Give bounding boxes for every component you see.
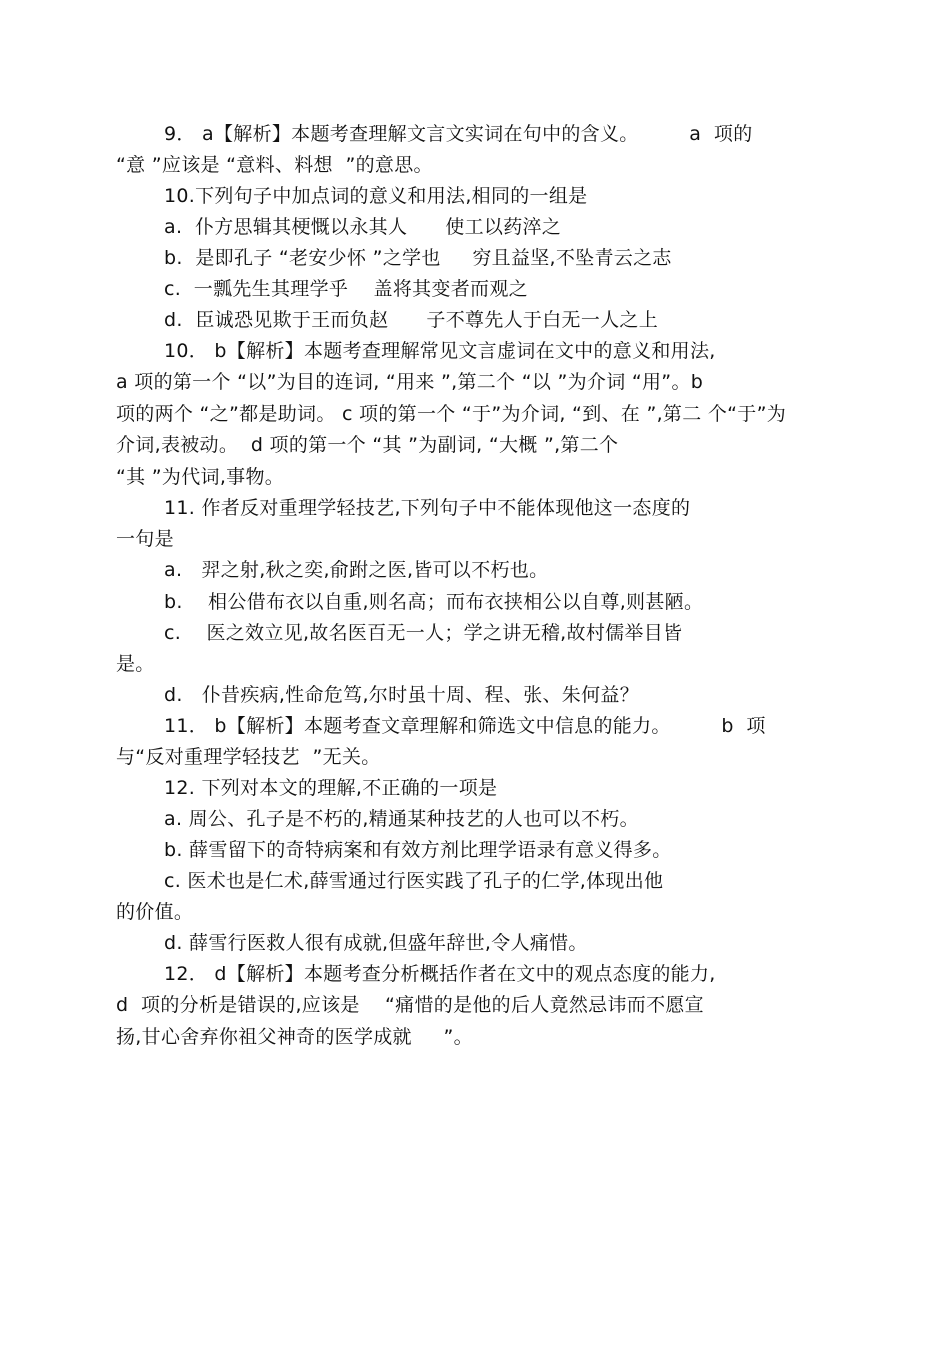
question-12-option-c: c. 医术也是仁术,薛雪通过行医实践了孔子的仁学,体现出他 — [164, 870, 664, 892]
question-11-stem-1: 11. 作者反对重理学轻技艺,下列句子中不能体现他这一态度的 — [164, 497, 691, 519]
answer-10-line-3: 项的两个 “之”都是助词。 c 项的第一个 “于”为介词, “到、在 ”,第二 个“于”为 — [116, 403, 787, 425]
answer-10-line-4: 介词,表被动。 d 项的第一个 “其 ”为副词, “大概 ”,第二个 — [116, 434, 619, 456]
question-12-stem: 12. 下列对本文的理解,不正确的一项是 — [164, 777, 498, 799]
answer-9-line-1: 9． a【解析】本题考查理解文言文实词在句中的含义。 a 项的 — [164, 123, 753, 145]
answer-12-line-2: d 项的分析是错误的,应该是 “痛惜的是他的后人竟然忌讳而不愿宣 — [116, 994, 704, 1016]
question-11-option-c: c. 医之效立见,故名医百无一人；学之讲无稽,故村儒举目皆 — [164, 622, 683, 644]
question-12-option-c-cont: 的价值。 — [116, 901, 194, 923]
answer-9-line-2: “意 ”应该是 “意料、料想 ”的意思。 — [116, 154, 433, 176]
answer-12-line-3: 扬,甘心舍弃你祖父神奇的医学成就 ”。 — [116, 1026, 473, 1048]
question-11-option-c-cont: 是。 — [116, 653, 155, 675]
question-10-option-d: d. 臣诚恐见欺于王而负赵 子不尊先人于白无一人之上 — [164, 309, 659, 331]
answer-10-line-2: a 项的第一个 “以”为目的连词, “用来 ”,第二个 “以 ”为介词 “用”。b — [116, 371, 704, 393]
question-10-option-b: b. 是即孔子 “老安少怀 ”之学也 穷且益坚,不坠青云之志 — [164, 247, 672, 269]
question-10-option-a: a. 仆方思辑其梗慨以永其人 使工以药淬之 — [164, 216, 562, 238]
question-10-option-c: c. 一瓢先生其理学乎 盖将其变者而观之 — [164, 278, 528, 300]
question-11-stem-2: 一句是 — [116, 528, 174, 550]
answer-10-line-5: “其 ”为代词,事物。 — [116, 466, 285, 488]
question-12-option-b: b. 薛雪留下的奇特病案和有效方剂比理学语录有意义得多。 — [164, 839, 672, 861]
question-11-option-a: a. 羿之射,秋之奕,俞跗之医,皆可以不朽也。 — [164, 559, 549, 581]
question-11-option-d: d. 仆昔疾病,性命危笃,尔时虽十周、程、张、朱何益？ — [164, 684, 639, 706]
answer-10-line-1: 10． b【解析】本题考查理解常见文言虚词在文中的意义和用法, — [164, 340, 716, 362]
question-11-option-b: b. 相公借布衣以自重,则名高；而布衣挟相公以自尊,则甚陋。 — [164, 591, 704, 613]
question-12-option-d: d. 薛雪行医救人很有成就,但盛年辞世,令人痛惜。 — [164, 932, 588, 954]
answer-12-line-1: 12． d【解析】本题考查分析概括作者在文中的观点态度的能力, — [164, 963, 716, 985]
question-12-option-a: a. 周公、孔子是不朽的,精通某种技艺的人也可以不朽。 — [164, 808, 639, 830]
question-10-stem: 10.下列句子中加点词的意义和用法,相同的一组是 — [164, 185, 588, 207]
answer-11-line-1: 11． b【解析】本题考查文章理解和筛选文中信息的能力。 b 项 — [164, 715, 766, 737]
answer-11-line-2: 与“反对重理学轻技艺 ”无关。 — [116, 746, 381, 768]
